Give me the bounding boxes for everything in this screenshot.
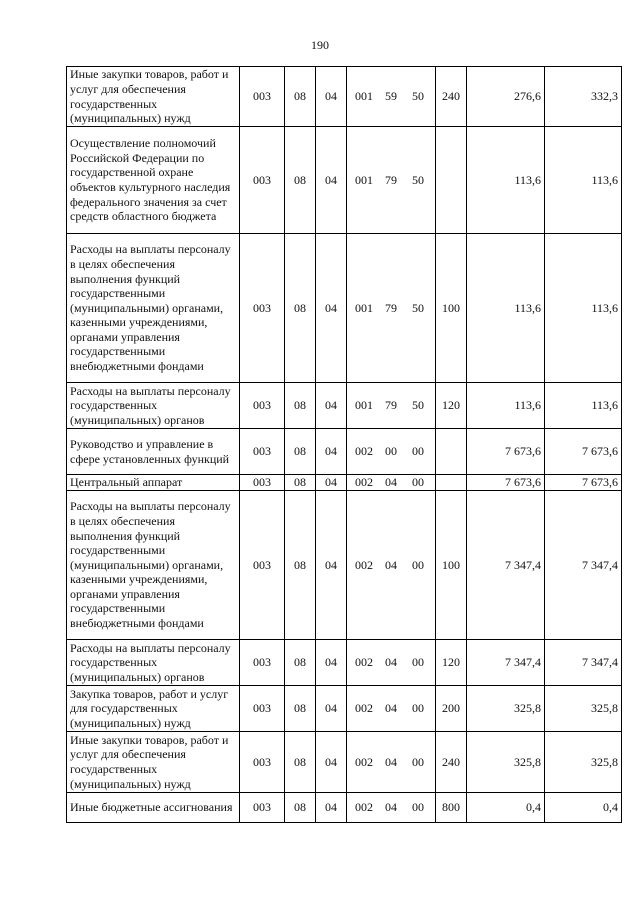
target-article-part: 00 (412, 754, 424, 769)
code-chapter: 003 (240, 127, 285, 234)
expense-type: 120 (436, 383, 467, 429)
code-chapter: 003 (240, 793, 285, 823)
target-article-part: 001 (355, 300, 373, 315)
expense-type: 240 (436, 67, 467, 127)
amount-year-2: 113,6 (545, 383, 622, 429)
table-row (67, 234, 622, 383)
target-article-part: 00 (412, 655, 424, 670)
target-article (347, 429, 436, 475)
target-article (347, 640, 436, 686)
target-article (347, 127, 436, 234)
code-chapter: 003 (240, 67, 285, 127)
code-subsection: 04 (316, 234, 347, 383)
table-row (67, 640, 622, 686)
target-article-part: 002 (355, 655, 373, 670)
expense-type: 120 (436, 640, 467, 686)
amount-year-2: 332,3 (545, 67, 622, 127)
target-article (347, 383, 436, 429)
amount-year-2: 325,8 (545, 732, 622, 793)
target-article-part: 79 (385, 398, 397, 413)
amount-year-1: 325,8 (467, 686, 545, 732)
expense-type (436, 429, 467, 475)
code-subsection: 04 (316, 127, 347, 234)
row-name: Иные бюджетные ассигнования (67, 793, 240, 823)
amount-year-2: 113,6 (545, 127, 622, 234)
amount-year-1: 113,6 (467, 127, 545, 234)
expense-type (436, 475, 467, 491)
target-article-part: 002 (355, 444, 373, 459)
table-row (67, 491, 622, 640)
code-chapter: 003 (240, 686, 285, 732)
code-section: 08 (285, 383, 316, 429)
expense-type (436, 127, 467, 234)
row-name: Осуществление полномочий Российской Федерации по государственной охране объектов культурного наследия федерального значения за счет средств областного бюджета (67, 127, 240, 234)
target-article-part: 04 (385, 701, 397, 716)
target-article-part: 00 (412, 557, 424, 572)
target-article (347, 475, 436, 491)
target-article-part: 50 (412, 172, 424, 187)
target-article-part: 00 (412, 475, 424, 490)
amount-year-1: 0,4 (467, 793, 545, 823)
code-chapter: 003 (240, 234, 285, 383)
row-name: Расходы на выплаты персоналу в целях обеспечения выполнения функций государственными (муниципальными) органами, казенными учреждениями, органами управления государственными внебюджетными фондами (67, 234, 240, 383)
page-number: 190 (311, 38, 329, 52)
code-section: 08 (285, 127, 316, 234)
target-article-part: 04 (385, 800, 397, 815)
amount-year-1: 7 673,6 (467, 429, 545, 475)
code-subsection: 04 (316, 732, 347, 793)
table-row (67, 383, 622, 429)
target-article (347, 234, 436, 383)
target-article-part: 50 (412, 398, 424, 413)
table-row (67, 793, 622, 823)
code-chapter: 003 (240, 475, 285, 491)
amount-year-1: 113,6 (467, 234, 545, 383)
target-article-part: 79 (385, 300, 397, 315)
expense-type: 240 (436, 732, 467, 793)
row-name: Центральный аппарат (67, 475, 240, 491)
target-article (347, 67, 436, 127)
amount-year-1: 7 347,4 (467, 491, 545, 640)
amount-year-2: 7 347,4 (545, 640, 622, 686)
code-subsection: 04 (316, 640, 347, 686)
code-subsection: 04 (316, 793, 347, 823)
target-article-part: 001 (355, 398, 373, 413)
amount-year-2: 113,6 (545, 234, 622, 383)
target-article-part: 00 (412, 444, 424, 459)
target-article (347, 793, 436, 823)
code-section: 08 (285, 67, 316, 127)
target-article-part: 04 (385, 655, 397, 670)
target-article-part: 04 (385, 754, 397, 769)
amount-year-2: 7 673,6 (545, 429, 622, 475)
table-row (67, 67, 622, 127)
table-row (67, 686, 622, 732)
target-article (347, 732, 436, 793)
code-chapter: 003 (240, 732, 285, 793)
table-row (67, 475, 622, 491)
code-section: 08 (285, 234, 316, 383)
code-chapter: 003 (240, 491, 285, 640)
table-row (67, 127, 622, 234)
target-article-part: 001 (355, 89, 373, 104)
expense-type: 100 (436, 234, 467, 383)
amount-year-1: 325,8 (467, 732, 545, 793)
amount-year-2: 325,8 (545, 686, 622, 732)
code-subsection: 04 (316, 429, 347, 475)
row-name: Закупка товаров, работ и услуг для государственных (муниципальных) нужд (67, 686, 240, 732)
target-article-part: 50 (412, 300, 424, 315)
code-subsection: 04 (316, 686, 347, 732)
expense-type: 100 (436, 491, 467, 640)
code-subsection: 04 (316, 491, 347, 640)
code-chapter: 003 (240, 429, 285, 475)
target-article-part: 00 (412, 800, 424, 815)
target-article-part: 002 (355, 754, 373, 769)
code-subsection: 04 (316, 475, 347, 491)
target-article-part: 50 (412, 89, 424, 104)
target-article-part: 79 (385, 172, 397, 187)
expense-type: 800 (436, 793, 467, 823)
code-section: 08 (285, 793, 316, 823)
amount-year-2: 0,4 (545, 793, 622, 823)
target-article-part: 002 (355, 701, 373, 716)
table-row (67, 732, 622, 793)
code-section: 08 (285, 732, 316, 793)
target-article-part: 00 (412, 701, 424, 716)
target-article-part: 04 (385, 475, 397, 490)
amount-year-2: 7 347,4 (545, 491, 622, 640)
code-chapter: 003 (240, 640, 285, 686)
target-article-part: 002 (355, 557, 373, 572)
amount-year-1: 7 673,6 (467, 475, 545, 491)
code-section: 08 (285, 640, 316, 686)
target-article-part: 002 (355, 800, 373, 815)
code-section: 08 (285, 429, 316, 475)
amount-year-1: 276,6 (467, 67, 545, 127)
target-article-part: 001 (355, 172, 373, 187)
amount-year-1: 7 347,4 (467, 640, 545, 686)
target-article (347, 686, 436, 732)
expense-type: 200 (436, 686, 467, 732)
row-name: Иные закупки товаров, работ и услуг для обеспечения государственных (муниципальных) нужд (67, 732, 240, 793)
code-chapter: 003 (240, 383, 285, 429)
row-name: Расходы на выплаты персоналу государственных (муниципальных) органов (67, 383, 240, 429)
amount-year-2: 7 673,6 (545, 475, 622, 491)
code-subsection: 04 (316, 67, 347, 127)
target-article-part: 04 (385, 557, 397, 572)
table-row (67, 429, 622, 475)
target-article-part: 002 (355, 475, 373, 490)
row-name: Расходы на выплаты персоналу государственных (муниципальных) органов (67, 640, 240, 686)
row-name: Иные закупки товаров, работ и услуг для обеспечения государственных (муниципальных) нужд (67, 67, 240, 127)
row-name: Расходы на выплаты персоналу в целях обеспечения выполнения функций государственными (муниципальными) органами, казенными учреждениями, органами управления государственными внебюджетными фондами (67, 491, 240, 640)
code-section: 08 (285, 475, 316, 491)
row-name: Руководство и управление в сфере установленных функций (67, 429, 240, 475)
code-section: 08 (285, 491, 316, 640)
budget-table (66, 66, 622, 823)
amount-year-1: 113,6 (467, 383, 545, 429)
code-section: 08 (285, 686, 316, 732)
target-article (347, 491, 436, 640)
target-article-part: 59 (385, 89, 397, 104)
target-article-part: 00 (385, 444, 397, 459)
code-subsection: 04 (316, 383, 347, 429)
